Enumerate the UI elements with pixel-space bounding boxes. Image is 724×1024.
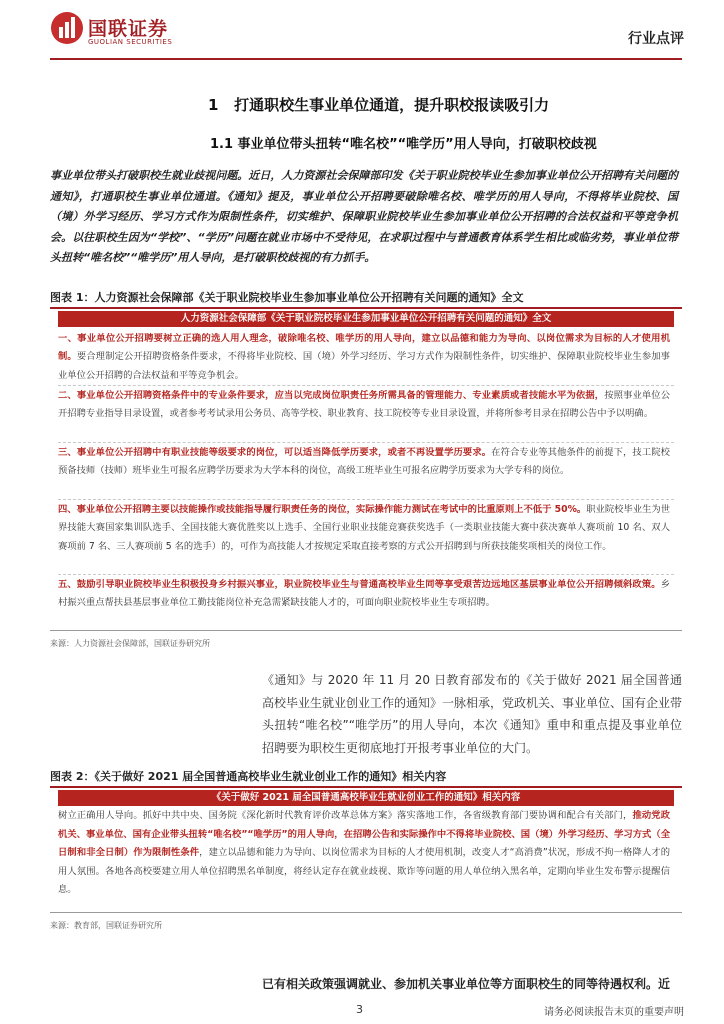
figure-1-band: 人力资源社会保障部《关于职业院校毕业生参加事业单位公开招聘有关问题的通知》全文 xyxy=(58,311,674,327)
logo-mark-icon xyxy=(50,10,84,46)
figure-1-source: 来源：人力资源社会保障部，国联证券研究所 xyxy=(50,639,210,648)
footer-disclaimer: 请务必阅读报告末页的重要声明 xyxy=(544,1007,684,1018)
page-number: 3 xyxy=(356,1003,363,1016)
section-heading: 1 打通职校生事业单位通道，提升职校报读吸引力 xyxy=(208,96,550,114)
figure-2-source: 来源：教育部，国联证券研究所 xyxy=(50,921,162,930)
figure-2-title: 图表 2：《关于做好 2021 届全国普通高校毕业生就业创业工作的通知》相关内容 xyxy=(50,770,447,783)
closing-line: 已有相关政策强调就业、参加机关事业单位等方面职校生的同等待遇权利。近 xyxy=(262,977,671,991)
logo-en-text: GUOLIAN SECURITIES xyxy=(88,38,173,46)
item-3-text: 在符合专业等其他条件的前提下，技工院校预备技师（技师）班毕业生可报名应聘学历要求为大学本科的岗位，高级工班毕业生可报名应聘学历要求为大学专科的岗位。 xyxy=(58,447,670,477)
lead-paragraph: 事业单位带头打破职校生就业歧视问题。近日，人力资源社会保障部印发《关于职业院校毕业生参加事业单位公开招聘有关问题的通知》，打通职校生事业单位通道。《通知》提及，事业单位公开招聘要破除唯名校、唯学历的用人导向，不得将毕业院校、国（境）外学习经历、学习方式作为限制性条件，切实维护、保障职业院校毕业生参加事业单位公开招聘的合法权益和平等竞争机会。以往职校生因为“学校”、“学历”问题在就业市场中不受待见，在求职过程中与普通教育体系学生相比或临劣势，事业单位带头扭转“唯名校”“唯学历”用人导向，是打破职校歧视的有力抓手。 xyxy=(50,169,678,264)
figure-1-rule xyxy=(50,307,682,309)
figure-2-band: 《关于做好 2021 届全国普通高校毕业生就业创业工作的通知》相关内容 xyxy=(58,790,674,806)
figure-2-bottom-rule xyxy=(50,912,682,913)
item-3-bold: 三、事业单位公开招聘中有职业技能等级要求的岗位，可以适当降低学历要求，或者不再设置学历要求。 xyxy=(58,447,492,458)
figure-1-item-2 xyxy=(58,387,670,424)
item-separator xyxy=(58,499,674,500)
company-logo xyxy=(50,10,200,50)
figure-2-text-after: ，建立以品德和能力为导向、以岗位需求为目标的人才使用机制，改变人才“高消费”状况，形成不拘一格降人才的用人氛围。各地各高校要建立用人单位招聘黑名单制度，将经认定存在就业歧视、欺诈等问题的用人单位纳入黑名单，定期向毕业生发布警示提醒信息。 xyxy=(58,847,670,896)
figure-2-bold: 推动党政机关、事业单位、国有企业带头扭转“唯名校”“唯学历”的用人导向，在招聘公告和实际操作中不得将毕业院校、国（境）外学习经历、学习方式（全日制和非全日制）作为限制性条件 xyxy=(58,810,670,859)
logo-cn-text: 国联证券 xyxy=(88,18,169,40)
body-paragraph: 《通知》与 2020 年 11 月 20 日教育部发布的《关于做好 2021 届全国普通高校毕业生就业创业工作的通知》一脉相承，党政机关、事业单位、国有企业带头扭转“唯名校”“唯学历”的用人导向，本次《通知》重申和重点提及事业单位招聘要为职校生更彻底地打开报考事业单位的大门。 xyxy=(262,673,683,755)
subsection-heading: 1.1 事业单位带头扭转“唯名校”“唯学历”用人导向，打破职校歧视 xyxy=(210,137,597,152)
figure-1-item-3 xyxy=(58,444,670,481)
item-separator xyxy=(58,385,674,386)
item-4-bold: 四、事业单位公开招聘主要以技能操作或技能指导履行职责任务的岗位，实际操作能力测试在考试中的比重原则上不低于 50%。 xyxy=(58,504,587,515)
page-header xyxy=(0,0,724,58)
item-2-bold: 二、事业单位公开招聘资格条件中的专业条件要求，应当以完成岗位职责任务所需具备的管理能力、专业素质或者技能水平为依据， xyxy=(58,390,605,401)
figure-1-item-5 xyxy=(58,576,670,613)
report-type-label: 行业点评 xyxy=(628,31,684,47)
item-separator xyxy=(58,442,674,443)
item-1-bold: 一、事业单位公开招聘要树立正确的选人用人理念，破除唯名校、唯学历的用人导向，建立以品德和能力为导向、以岗位需求为目标的人才使用机制。 xyxy=(58,333,670,363)
item-5-bold: 五、鼓励引导职业院校毕业生积极投身乡村振兴事业，职业院校毕业生与普通高校毕业生同等享受艰苦边远地区基层事业单位公开招聘倾斜政策。 xyxy=(58,579,661,590)
item-2-text: 按照事业单位公开招聘专业指导目录设置，或者参考考试录用公务员、高等学校、职业教育、技工院校等专业目录设置，并将所参考目录在招聘公告中予以明确。 xyxy=(58,390,670,420)
figure-1-item-1 xyxy=(58,330,670,385)
item-4-text: 职业院校毕业生为世界技能大赛国家集训队选手、全国技能大赛优胜奖以上选手、全国行业职业技能竞赛获奖选手（一类职业技能大赛中获决赛单人赛项前 10 名、双人赛项前 7 名、三人赛项前 5 名的选手）的，可作为高技能人才按规定采取直接考察的方式公开招聘到与所获技能奖项相关的岗位工作。 xyxy=(58,504,670,552)
figure-1-title: 图表 1：人力资源社会保障部《关于职业院校毕业生参加事业单位公开招聘有关问题的通知》全文 xyxy=(50,291,524,304)
header-divider xyxy=(50,58,682,60)
figure-2-text-before: 树立正确用人导向。抓好中共中央、国务院《深化新时代教育评价改革总体方案》落实落地工作，各省级教育部门要协调和配合有关部门， xyxy=(58,810,633,821)
item-separator xyxy=(58,574,674,575)
figure-2-content xyxy=(58,807,670,900)
figure-1-bottom-rule xyxy=(50,630,682,631)
figure-1-item-4 xyxy=(58,501,670,556)
item-5-text: 乡村振兴重点帮扶县基层事业单位工勤技能岗位补充急需紧缺技能人才的，可面向职业院校毕业生专项招聘。 xyxy=(58,579,670,609)
figure-2-rule xyxy=(50,786,682,788)
item-1-text: 要合理制定公开招聘资格条件要求，不得将毕业院校、国（境）外学习经历、学习方式作为限制性条件，切实维护、保障职业院校毕业生参加事业单位公开招聘的合法权益和平等竞争机会。 xyxy=(58,351,670,381)
